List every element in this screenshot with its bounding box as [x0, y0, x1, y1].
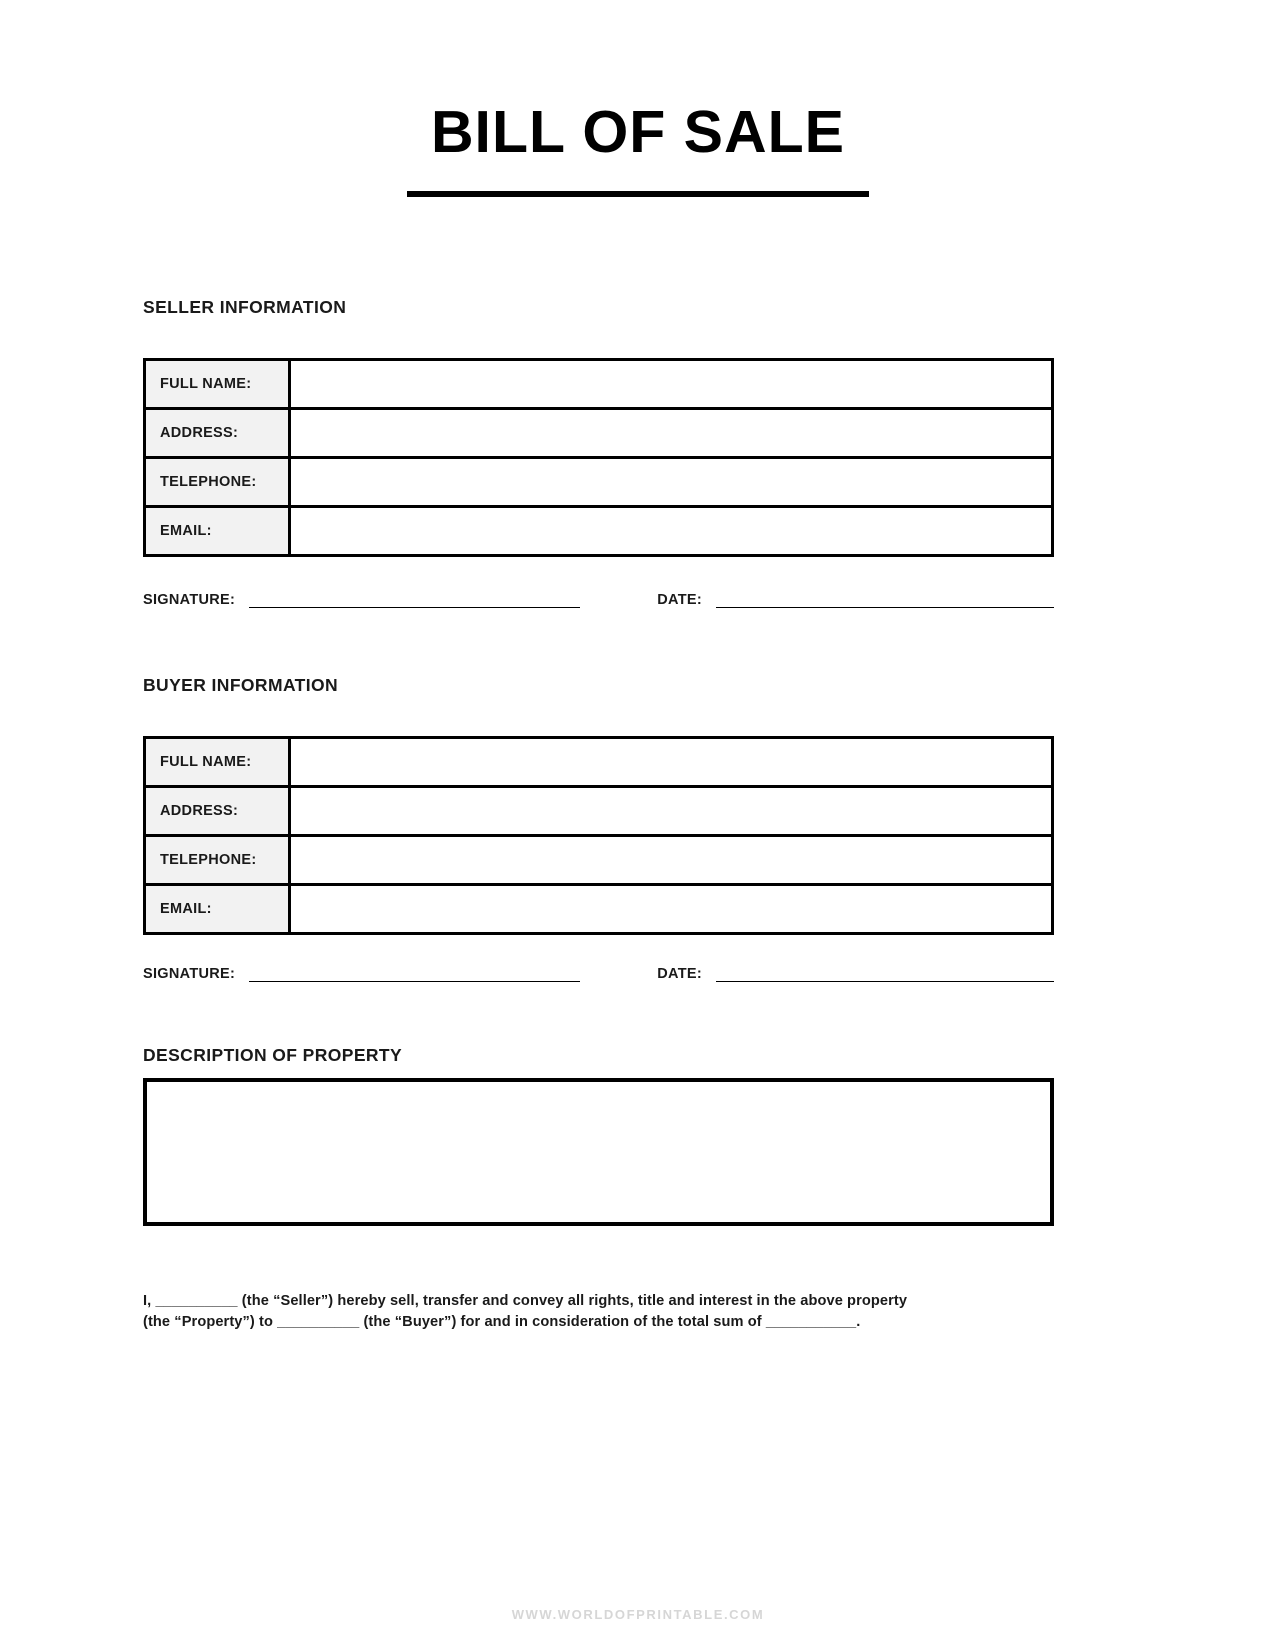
- buyer-section: [143, 675, 338, 696]
- property-description-box-wrap: [143, 1078, 1054, 1226]
- footer-watermark: WWW.WORLDOFPRINTABLE.COM: [511, 1607, 765, 1622]
- table-row: [145, 507, 1053, 556]
- legal-line-2: (the “Property”) to __________ (the “Buyer”) for and in consideration of the total sum of ___________.: [143, 1314, 861, 1331]
- property-section: [143, 1045, 402, 1066]
- buyer-info-table: [143, 736, 1054, 935]
- seller-heading: SELLER INFORMATION: [143, 297, 347, 317]
- table-row: [145, 360, 1053, 409]
- seller-telephone-label: TELEPHONE:: [145, 458, 290, 507]
- buyer-full-name-field[interactable]: [290, 738, 1053, 787]
- buyer-date-label: DATE:: [657, 966, 702, 982]
- seller-email-label: EMAIL:: [145, 507, 290, 556]
- seller-date-input[interactable]: [716, 592, 1054, 608]
- seller-signature-input[interactable]: [249, 592, 580, 608]
- buyer-signature-group: [143, 966, 657, 982]
- table-row: [145, 836, 1053, 885]
- seller-address-field[interactable]: [290, 409, 1053, 458]
- legal-statement: [143, 1291, 1003, 1333]
- buyer-signature-input[interactable]: [249, 966, 580, 982]
- seller-date-label: DATE:: [657, 592, 702, 608]
- buyer-telephone-label: TELEPHONE:: [145, 836, 290, 885]
- seller-full-name-field[interactable]: [290, 360, 1053, 409]
- buyer-address-label: ADDRESS:: [145, 787, 290, 836]
- property-heading: DESCRIPTION OF PROPERTY: [143, 1045, 403, 1065]
- seller-signature-group: [143, 592, 657, 608]
- table-row: [145, 885, 1053, 934]
- buyer-full-name-label: FULL NAME:: [145, 738, 290, 787]
- page-title: BILL OF SALE: [430, 99, 846, 165]
- buyer-address-field[interactable]: [290, 787, 1053, 836]
- seller-signature-label: SIGNATURE:: [143, 592, 236, 608]
- buyer-signature-label: SIGNATURE:: [143, 966, 236, 982]
- seller-date-group: [657, 592, 1054, 608]
- buyer-date-input[interactable]: [716, 966, 1054, 982]
- buyer-signature-row: [143, 966, 1054, 982]
- seller-email-field[interactable]: [290, 507, 1053, 556]
- table-row: [145, 458, 1053, 507]
- seller-section: [143, 297, 346, 318]
- seller-info-table: [143, 358, 1054, 557]
- property-description-input[interactable]: [143, 1078, 1054, 1226]
- buyer-info-table-wrap: [143, 736, 1054, 935]
- seller-full-name-label: FULL NAME:: [145, 360, 290, 409]
- buyer-email-label: EMAIL:: [145, 885, 290, 934]
- title-underline: [407, 191, 869, 197]
- seller-signature-row: [143, 592, 1054, 608]
- table-row: [145, 738, 1053, 787]
- buyer-telephone-field[interactable]: [290, 836, 1053, 885]
- seller-address-label: ADDRESS:: [145, 409, 290, 458]
- table-row: [145, 409, 1053, 458]
- legal-line-1: I, __________ (the “Seller”) hereby sell, transfer and convey all rights, title and interest in the above property: [143, 1293, 908, 1309]
- buyer-email-field[interactable]: [290, 885, 1053, 934]
- buyer-date-group: [657, 966, 1054, 982]
- seller-info-table-wrap: [143, 358, 1054, 557]
- table-row: [145, 787, 1053, 836]
- buyer-heading: BUYER INFORMATION: [143, 675, 339, 695]
- seller-telephone-field[interactable]: [290, 458, 1053, 507]
